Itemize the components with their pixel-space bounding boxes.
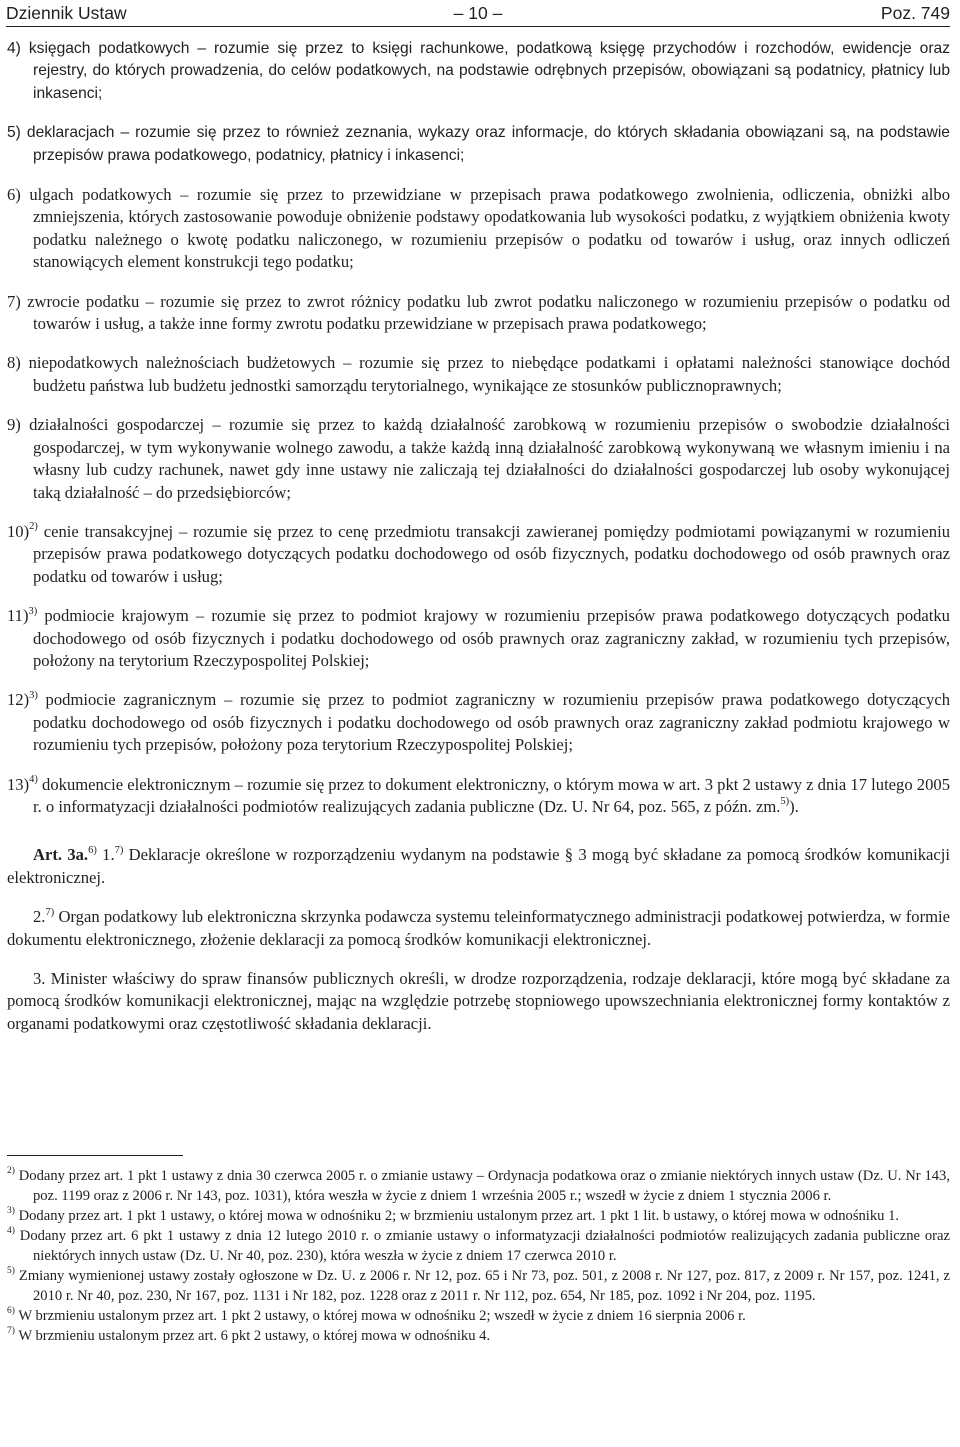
definition-item: 10)$^{2)}$ cenie transakcyjnej – rozumie się przez to cenę przedmiotu transakcji zawieranej pomiędzy podmiotami powiązanymi w rozumieniu przepisów prawa podatkowego dotyczących podatku dochodowego od osób fizycznych, podatku dochodowego od osób prawnych oraz podatku od towarów i usług; (7, 521, 951, 586)
article-paragraph-1: Art. 3a.$^{6)}$ 1.$^{7)}$ Deklaracje określone w rozporządzeniu wydanym na podstawie § 3 mogą być składane za pomocą środków komunikacji elektronicznej. (7, 844, 951, 887)
definition-item: 9) działalności gospodarczej – rozumie się przez to każdą działalność zarobkową w rozumieniu przepisów o swobodzie działalności gospodarczej, w tym wykonywanie wolnego zawodu, a także każdą inną działalność zarobkową wykonywaną we własnym imieniu i na własny lub cudzy rachunek, nawet gdy inne ustawy nie zaliczają tej działalności do działalności gospodarczej lub osoby wykonującej taką działalność – do przedsiębiorców; (7, 415, 951, 502)
footnote: $^{2)}$ Dodany przez art. 1 pkt 1 ustawy z dnia 30 czerwca 2005 r. o zmianie ustawy – Ordynacja podatkowa oraz o zmianie niektórych innych ustaw (Dz. U. Nr 143, poz. 1199 oraz z 2006 r. Nr 143, poz. 1031), która weszła w życie z dniem 1 września 2005 r.; wszedł w życie z dniem 1 stycznia 2006 r. (7, 1166, 950, 1204)
page-header (6, 0, 950, 26)
footnote-ref: 6) (88, 844, 97, 856)
page-number: – 10 – (453, 3, 503, 23)
footnote-ref: 5) (780, 796, 790, 808)
footnote: $^{4)}$ Dodany przez art. 6 pkt 1 ustawy z dnia 12 lutego 2010 r. o zmianie ustawy o informatyzacji działalności podmiotów realizujących zadania publiczne oraz niektórych innych ustaw (Dz. U. Nr 40, poz. 230), która weszła w życie z dniem 17 czerwca 2010 r. (7, 1226, 950, 1264)
article-paragraph-2: 2.$^{7)}$ Organ podatkowy lub elektroniczna skrzynka podawcza systemu teleinformatycznego administracji podatkowej potwierdza, w formie dokumentu elektronicznego, złożenie deklaracji za pomocą środków komunikacji elektronicznej. (7, 906, 950, 949)
footnote: $^{7)}$ W brzmieniu ustalonym przez art. 6 pkt 2 ustawy, o której mowa w odnośniku 4. (7, 1326, 491, 1344)
definition-item: 12)$^{3)}$ podmiocie zagranicznym – rozumie się przez to podmiot zagraniczny w rozumieniu przepisów prawa podatkowego dotyczących podatku dochodowego od osób fizycznych i podatku dochodowego od osób prawnych oraz zagraniczny zakład podmiotu krajowego w rozumieniu tych przepisów, położony poza terytorium Rzeczypospolitej Polskiej; (7, 689, 950, 755)
footnote: $^{3)}$ Dodany przez art. 1 pkt 1 ustawy, o której mowa w odnośniku 2; w brzmieniu ustalonym przez art. 1 pkt 1 lit. b ustawy, o której mowa w odnośniku 1. (7, 1206, 900, 1224)
footnote-ref: 7) (114, 844, 124, 856)
article-label: Art. 3a. (33, 845, 89, 865)
definition-item: 8) niepodatkowych należnościach budżetowych – rozumie się przez to niebędące podatkami i opłatami należności stanowiące dochód budżetu państwa lub budżetu jednostki samorządu terytorialnego, wynikające ze stosunków publicznoprawnych; (7, 353, 950, 395)
definition-item: 11)$^{3)}$ podmiocie krajowym – rozumie się przez to podmiot krajowy w rozumieniu przepisów prawa podatkowego dotyczących podatku dochodowego od osób fizycznych i podatku dochodowego od osób prawnych oraz zagraniczny zakład, w rozumieniu tych przepisów, położony na terytorium Rzeczypospolitej Polskiej; (7, 605, 950, 670)
footnote-ref: 2) (29, 521, 38, 533)
article-paragraph-3: 3. Minister właściwy do spraw finansów publicznych określi, w drodze rozporządzenia, rodzaje deklaracji, które mogą być składane za pomocą środków komunikacji elektronicznej, mając na względzie potrzebę stopniowego upowszechniania elektronicznej formy kontaktów z organami podatkowymi oraz częstotliwość składania deklaracji. (7, 969, 950, 1033)
footnote-ref: 7) (45, 906, 55, 918)
definition-item: 4) księgach podatkowych – rozumie się przez to księgi rachunkowe, podatkową księgę przychodów i rozchodów, ewidencje oraz rejestry, do których prowadzenia, do celów podatkowych, na podstawie odrębnych przepisów, obowiązani są podatnicy, płatnicy lub inkasenci; (7, 40, 950, 102)
header-divider (6, 26, 950, 27)
footnote: $^{5)}$ Zmiany wymienionej ustawy zostały ogłoszone w Dz. U. z 2006 r. Nr 12, poz. 65 i Nr 73, poz. 501, z 2008 r. Nr 127, poz. 817, z 2009 r. Nr 157, poz. 1241, z 2010 r. Nr 40, poz. 230, Nr 167, poz. 1131 i Nr 182, poz. 1228 oraz z 2011 r. Nr 112, poz. 654, Nr 185, poz. 1092 i Nr 204, poz. 1195. (7, 1266, 951, 1304)
definition-item: 6) ulgach podatkowych – rozumie się przez to przewidziane w przepisach prawa podatkowego zwolnienia, odliczenia, obniżki albo zmniejszenia, których zastosowanie powoduje obniżenie podstawy opodatkowania lub wysokości podatku, z wyjątkiem obniżenia kwoty podatku należnego o kwotę podatku naliczonego, w rozumieniu przepisów o podatku od towarów i usług, oraz innych odliczeń stanowiących element konstrukcji tego podatku; (7, 185, 950, 272)
footnote-ref: 3) (29, 689, 38, 701)
footnote-divider (7, 1155, 183, 1156)
footnote: $^{6)}$ W brzmieniu ustalonym przez art. 1 pkt 2 ustawy, o której mowa w odnośniku 2; wszedł w życie z dniem 16 sierpnia 2006 r. (7, 1306, 746, 1324)
document-body (7, 38, 950, 1052)
footnote-ref: 4) (29, 774, 38, 786)
position-number: Poz. 749 (880, 3, 950, 23)
footnote-ref: 3) (28, 605, 38, 617)
footnotes (7, 1155, 950, 1346)
definition-item: 5) deklaracjach – rozumie się przez to również zeznania, wykazy oraz informacje, do których składania obowiązani są, na podstawie przepisów prawa podatkowego, podatnicy, płatnicy i inkasenci; (7, 124, 950, 164)
definition-item: 13)$^{4)}$ dokumencie elektronicznym – rozumie się przez to dokument elektroniczny, o którym mowa w art. 3 pkt 2 ustawy z dnia 17 lutego 2005 r. o informatyzacji działalności podmiotów realizujących zadania publiczne (Dz. U. Nr 64, poz. 565, z późn. zm.$^{5)}$). (7, 774, 950, 816)
journal-title: Dziennik Ustaw (6, 3, 127, 23)
definition-item: 7) zwrocie podatku – rozumie się przez to zwrot różnicy podatku lub zwrot podatku naliczonego w rozumieniu przepisów o podatku od towarów i usług, a także inne formy zwrotu podatku przewidziane w przepisach prawa podatkowego; (7, 291, 950, 334)
